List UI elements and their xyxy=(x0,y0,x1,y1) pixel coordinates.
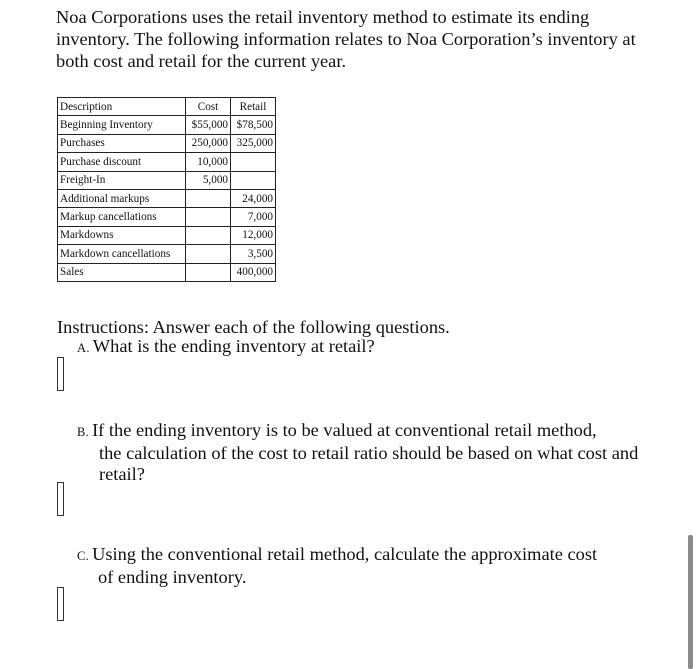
question-b xyxy=(77,420,657,485)
header-cost: Cost xyxy=(186,98,231,116)
row-cost xyxy=(186,208,231,226)
row-retail xyxy=(231,171,276,189)
row-cost: $55,000 xyxy=(186,116,231,134)
row-description: Markup cancellations xyxy=(58,208,186,226)
table-row xyxy=(58,116,276,134)
row-retail: 24,000 xyxy=(231,189,276,207)
row-cost: 5,000 xyxy=(186,171,231,189)
question-b-text-continued: the calculation of the cost to retail ratio should be based on what cost and retail? xyxy=(99,443,639,484)
row-description: Markdown cancellations xyxy=(58,245,186,263)
row-description: Freight-In xyxy=(58,171,186,189)
row-retail: 12,000 xyxy=(231,226,276,244)
inventory-table xyxy=(57,97,276,282)
answer-b-input[interactable] xyxy=(57,482,64,516)
row-cost xyxy=(186,245,231,263)
table-row xyxy=(58,226,276,244)
intro-paragraph: Noa Corporations uses the retail inventory method to estimate its ending inventory. The following information relates to Noa Corporation’s inventory at both cost and retail for the current year. xyxy=(56,7,636,71)
row-description: Purchase discount xyxy=(58,153,186,171)
table-row xyxy=(58,208,276,226)
row-cost: 250,000 xyxy=(186,134,231,152)
table-row xyxy=(58,171,276,189)
row-description: Markdowns xyxy=(58,226,186,244)
row-description: Additional markups xyxy=(58,189,186,207)
answer-c-input[interactable] xyxy=(57,587,64,621)
row-cost xyxy=(186,189,231,207)
row-description: Purchases xyxy=(58,134,186,152)
row-retail xyxy=(231,153,276,171)
table-row xyxy=(58,153,276,171)
header-retail: Retail xyxy=(231,98,276,116)
question-a-label: A. xyxy=(77,341,90,355)
row-retail: 7,000 xyxy=(231,208,276,226)
row-retail: 325,000 xyxy=(231,134,276,152)
instructions-text: Instructions: Answer each of the following questions. xyxy=(57,317,450,337)
table-row xyxy=(58,245,276,263)
question-b-label: B. xyxy=(77,425,90,439)
question-c-text-continued: of ending inventory. xyxy=(98,567,247,587)
header-description: Description xyxy=(58,98,186,116)
row-description: Beginning Inventory xyxy=(58,116,186,134)
row-retail: $78,500 xyxy=(231,116,276,134)
question-a xyxy=(77,336,637,359)
row-retail: 3,500 xyxy=(231,245,276,263)
question-a-text: What is the ending inventory at retail? xyxy=(92,336,375,356)
question-c xyxy=(77,544,657,588)
table-row xyxy=(58,263,276,281)
row-description: Sales xyxy=(58,263,186,281)
vertical-scrollbar[interactable] xyxy=(688,535,693,669)
question-c-label: C. xyxy=(77,549,90,563)
question-b-text: If the ending inventory is to be valued at conventional retail method, xyxy=(92,420,597,440)
row-cost xyxy=(186,263,231,281)
table-row xyxy=(58,134,276,152)
question-c-text: Using the conventional retail method, calculate the approximate cost xyxy=(92,544,598,564)
table-row xyxy=(58,189,276,207)
answer-a-input[interactable] xyxy=(57,357,64,391)
row-retail: 400,000 xyxy=(231,263,276,281)
table-header-row xyxy=(58,98,276,116)
row-cost: 10,000 xyxy=(186,153,231,171)
row-cost xyxy=(186,226,231,244)
